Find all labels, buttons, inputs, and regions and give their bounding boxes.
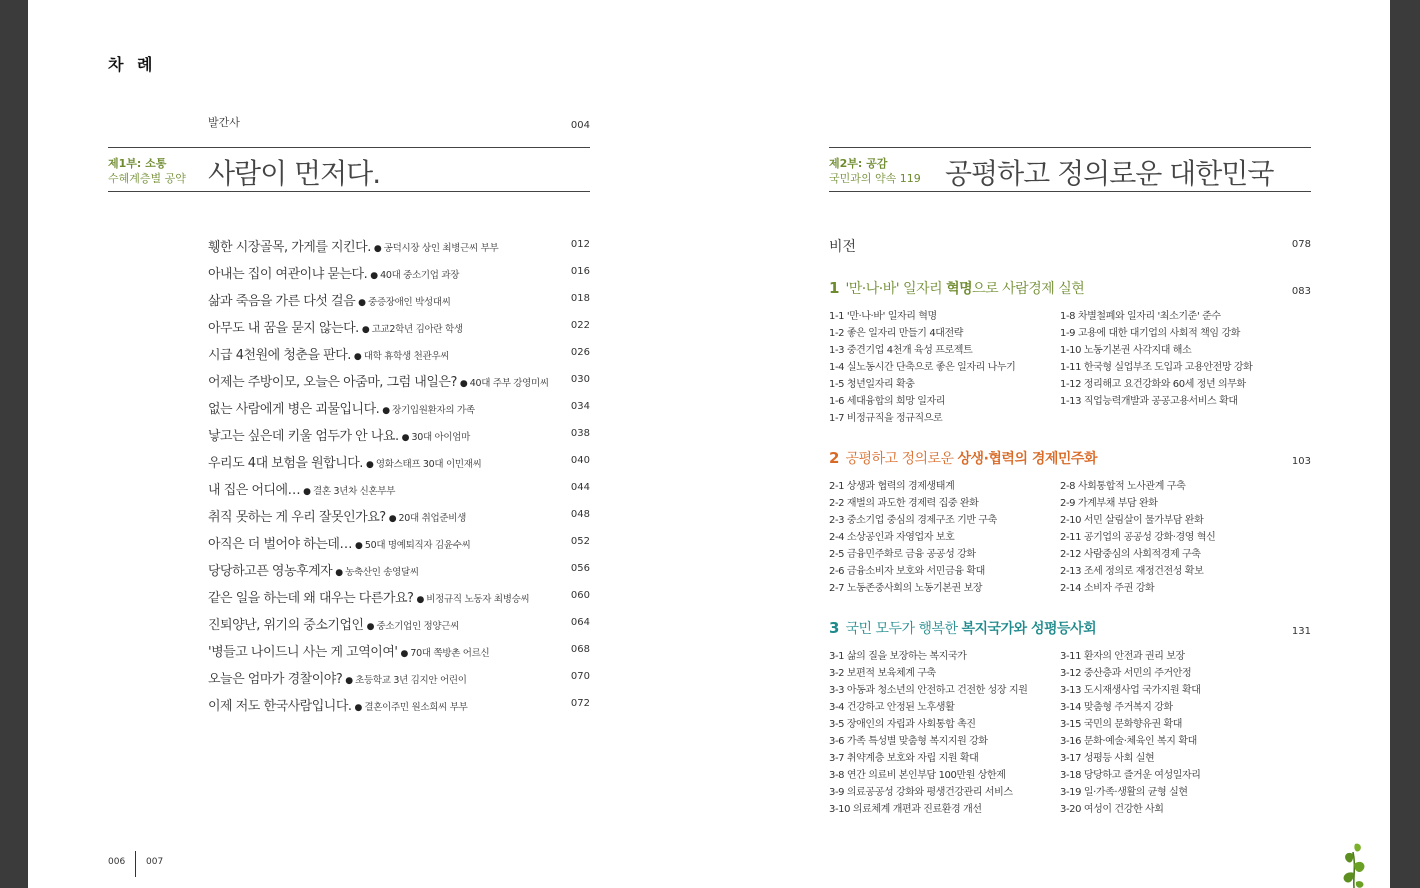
bullet-icon: ● bbox=[358, 298, 367, 308]
toc-item[interactable]: 3-7 취약계층 보호와 자립 지원 확대 bbox=[829, 753, 979, 764]
story-author: 70대 쪽방촌 어르신 bbox=[410, 648, 490, 659]
story-page: 052 bbox=[570, 536, 590, 547]
story-page: 016 bbox=[570, 266, 590, 277]
section-heading[interactable] bbox=[829, 448, 1311, 474]
page-number-divider bbox=[135, 851, 136, 877]
toc-item[interactable]: 3-17 성평등 사회 실현 bbox=[1060, 753, 1155, 764]
story-item[interactable] bbox=[208, 506, 590, 533]
story-item[interactable] bbox=[208, 398, 590, 425]
story-author: 20대 취업준비생 bbox=[398, 513, 467, 524]
toc-item[interactable]: 1-6 세대융합의 희망 일자리 bbox=[829, 396, 946, 407]
toc-item[interactable]: 1-5 청년일자리 확충 bbox=[829, 379, 915, 390]
toc-item[interactable]: 3-14 맞춤형 주거복지 강화 bbox=[1060, 702, 1173, 713]
toc-item[interactable]: 1-3 중견기업 4천개 육성 프로젝트 bbox=[829, 345, 973, 356]
toc-item[interactable]: 2-9 가계부채 부담 완화 bbox=[1060, 498, 1158, 509]
items-column-left bbox=[829, 477, 1059, 596]
toc-item[interactable]: 3-15 국민의 문화향유권 확대 bbox=[1060, 719, 1183, 730]
story-page: 034 bbox=[570, 401, 590, 412]
story-author: 장기입원환자의 가족 bbox=[392, 405, 475, 416]
toc-item[interactable]: 3-2 보편적 보육체계 구축 bbox=[829, 668, 936, 679]
toc-item[interactable]: 1-2 좋은 일자리 만들기 4대전략 bbox=[829, 328, 964, 339]
story-page: 026 bbox=[570, 347, 590, 358]
toc-item[interactable]: 3-1 삶의 질을 보장하는 복지국가 bbox=[829, 651, 967, 662]
toc-item[interactable]: 2-6 금융소비자 보호와 서민금융 확대 bbox=[829, 566, 985, 577]
bullet-icon: ● bbox=[366, 622, 375, 632]
toc-item[interactable]: 3-10 의료체계 개편과 진료환경 개선 bbox=[829, 804, 982, 815]
section-heading[interactable] bbox=[829, 618, 1311, 644]
story-title: 아무도 내 꿈을 묻지 않는다. bbox=[208, 321, 359, 336]
story-item[interactable] bbox=[208, 560, 590, 587]
story-item[interactable] bbox=[208, 317, 590, 344]
story-author: 40대 주부 강영미씨 bbox=[469, 378, 549, 389]
story-item[interactable] bbox=[208, 263, 590, 290]
bullet-icon: ● bbox=[400, 649, 409, 659]
story-page: 040 bbox=[570, 455, 590, 466]
story-page: 030 bbox=[570, 374, 590, 385]
part1-subtitle: 수혜계층별 공약 bbox=[108, 172, 186, 185]
page-number-left: 006 bbox=[108, 857, 126, 867]
story-item[interactable] bbox=[208, 236, 590, 263]
story-title: 시급 4천원에 청춘을 판다. bbox=[208, 348, 351, 363]
story-list bbox=[208, 236, 590, 722]
preface-label: 발간사 bbox=[208, 116, 240, 129]
story-page: 018 bbox=[570, 293, 590, 304]
story-title: 진퇴양난, 위기의 중소기업인 bbox=[208, 618, 364, 633]
section-title-suffix: 으로 사람경제 실현 bbox=[972, 281, 1085, 297]
toc-item[interactable]: 3-16 문화·예술·체육인 복지 확대 bbox=[1060, 736, 1197, 747]
story-page: 044 bbox=[570, 482, 590, 493]
bullet-icon: ● bbox=[416, 595, 425, 605]
bullet-icon: ● bbox=[401, 433, 410, 443]
story-item[interactable] bbox=[208, 641, 590, 668]
story-author: 고교2학년 김아란 학생 bbox=[371, 324, 463, 335]
story-title: 이제 저도 한국사람입니다. bbox=[208, 699, 352, 714]
bullet-icon: ● bbox=[459, 379, 468, 389]
story-author: 초등학교 3년 김지안 어린이 bbox=[355, 675, 467, 686]
story-author: 영화스태프 30대 이민재씨 bbox=[375, 459, 482, 470]
toc-item[interactable]: 2-8 사회통합적 노사관계 구축 bbox=[1060, 481, 1186, 492]
toc-item[interactable]: 1-12 정리해고 요건강화와 60세 정년 의무화 bbox=[1060, 379, 1246, 390]
toc-item[interactable]: 1-9 고용에 대한 대기업의 사회적 책임 강화 bbox=[1060, 328, 1240, 339]
section-1 bbox=[829, 278, 1311, 424]
part2-number: 제2부: 공감 bbox=[829, 157, 888, 170]
story-author: 대학 휴학생 천관우씨 bbox=[363, 351, 450, 362]
section-page: 103 bbox=[1291, 456, 1311, 467]
section-number: 2 bbox=[829, 449, 840, 467]
section-3 bbox=[829, 618, 1311, 815]
section-heading[interactable] bbox=[829, 278, 1311, 304]
section-title-emphasis: 복지국가와 성평등사회 bbox=[961, 621, 1097, 637]
story-title: 내 집은 어디에… bbox=[208, 483, 301, 498]
toc-item[interactable]: 2-3 중소기업 중심의 경제구조 기반 구축 bbox=[829, 515, 997, 526]
section-page: 083 bbox=[1291, 286, 1311, 297]
story-page: 068 bbox=[570, 644, 590, 655]
story-page: 064 bbox=[570, 617, 590, 628]
story-author: 50대 명예퇴직자 김윤수씨 bbox=[364, 540, 471, 551]
story-item[interactable] bbox=[208, 344, 590, 371]
toc-item[interactable]: 3-4 건강하고 안정된 노후생활 bbox=[829, 702, 955, 713]
preface-row[interactable] bbox=[208, 114, 590, 136]
toc-item[interactable]: 1-4 실노동시간 단축으로 좋은 일자리 나누기 bbox=[829, 362, 1016, 373]
story-author: 농축산인 송영달씨 bbox=[345, 567, 419, 578]
toc-item[interactable]: 3-6 가족 특성별 맞춤형 복지지원 강화 bbox=[829, 736, 988, 747]
toc-item[interactable]: 3-19 일·가족·생활의 균형 실현 bbox=[1060, 787, 1188, 798]
toc-item[interactable]: 2-14 소비자 주권 강화 bbox=[1060, 583, 1155, 594]
bullet-icon: ● bbox=[335, 568, 344, 578]
story-page: 012 bbox=[570, 239, 590, 250]
story-title: 우리도 4대 보험을 원합니다. bbox=[208, 456, 363, 471]
story-page: 038 bbox=[570, 428, 590, 439]
section-2 bbox=[829, 448, 1311, 594]
story-author: 결혼이주민 원소희씨 부부 bbox=[364, 702, 468, 713]
story-author: 결혼 3년차 신혼부부 bbox=[312, 486, 396, 497]
bullet-icon: ● bbox=[345, 676, 354, 686]
story-author: 공덕시장 상인 최병근씨 부부 bbox=[383, 243, 499, 254]
page-number-right: 007 bbox=[146, 857, 164, 867]
items-column-right bbox=[1060, 647, 1311, 817]
story-item[interactable] bbox=[208, 668, 590, 695]
part2-title: 공평하고 정의로운 대한민국 bbox=[945, 157, 1274, 190]
toc-item[interactable]: 2-10 서민 살림살이 물가부담 완화 bbox=[1060, 515, 1204, 526]
story-author: 중증장애인 박성대씨 bbox=[368, 297, 451, 308]
toc-item[interactable]: 2-13 조세 정의로 재정건전성 확보 bbox=[1060, 566, 1204, 577]
bullet-icon: ● bbox=[361, 325, 370, 335]
story-author: 40대 중소기업 과장 bbox=[380, 270, 460, 281]
bullet-icon: ● bbox=[353, 352, 362, 362]
part2-subtitle: 국민과의 약속 119 bbox=[829, 172, 921, 185]
vision-row[interactable] bbox=[829, 236, 1311, 256]
story-page: 022 bbox=[570, 320, 590, 331]
story-author: 중소기업인 정양근씨 bbox=[376, 621, 460, 632]
toc-item[interactable]: 1-1 '만·나·바' 일자리 혁명 bbox=[829, 311, 937, 322]
section-title-prefix: '만·나·바' 일자리 bbox=[845, 281, 947, 297]
section-title-prefix: 국민 모두가 행복한 bbox=[845, 621, 962, 637]
bullet-icon: ● bbox=[303, 487, 311, 497]
toc-item[interactable]: 2-2 재벌의 과도한 경제력 집중 완화 bbox=[829, 498, 979, 509]
story-title: 어제는 주방이모, 오늘은 아줌마, 그럼 내일은? bbox=[208, 375, 457, 390]
story-title: 휑한 시장골목, 가게를 지킨다. bbox=[208, 240, 371, 255]
story-title: 오늘은 엄마가 경찰이야? bbox=[208, 672, 343, 687]
story-item[interactable] bbox=[208, 371, 590, 398]
section-number: 3 bbox=[829, 619, 840, 637]
toc-item[interactable]: 3-11 환자의 안전과 권리 보장 bbox=[1060, 651, 1185, 662]
toc-item[interactable]: 1-8 차별철폐와 일자리 '최소기준' 준수 bbox=[1060, 311, 1221, 322]
preface-page: 004 bbox=[570, 120, 590, 131]
toc-item[interactable]: 1-13 직업능력개발과 공공고용서비스 확대 bbox=[1060, 396, 1238, 407]
vision-label: 비전 bbox=[829, 239, 857, 255]
toc-item[interactable]: 2-4 소상공인과 자영업자 보호 bbox=[829, 532, 955, 543]
toc-item[interactable]: 1-11 한국형 실업부조 도입과 고용안전망 강화 bbox=[1060, 362, 1253, 373]
toc-item[interactable]: 3-13 도시재생사업 국가지원 확대 bbox=[1060, 685, 1201, 696]
story-item[interactable] bbox=[208, 695, 590, 722]
story-item[interactable] bbox=[208, 425, 590, 452]
toc-item[interactable]: 2-11 공기업의 공공성 강화·경영 혁신 bbox=[1060, 532, 1216, 543]
story-page: 048 bbox=[570, 509, 590, 520]
items-column-left bbox=[829, 307, 1059, 426]
story-page: 070 bbox=[570, 671, 590, 682]
story-page: 072 bbox=[570, 698, 590, 709]
toc-item[interactable]: 3-18 당당하고 즐거운 여성일자리 bbox=[1060, 770, 1201, 781]
items-column-right bbox=[1060, 477, 1311, 596]
story-page: 056 bbox=[570, 563, 590, 574]
part1-title: 사람이 먼저다. bbox=[208, 157, 381, 190]
items-column-left bbox=[829, 647, 1059, 817]
toc-item[interactable]: 3-9 의료공공성 강화와 평생건강관리 서비스 bbox=[829, 787, 1013, 798]
story-item[interactable] bbox=[208, 479, 590, 506]
story-title: 취직 못하는 게 우리 잘못인가요? bbox=[208, 510, 386, 525]
toc-item[interactable]: 3-8 연간 의료비 본인부담 100만원 상한제 bbox=[829, 770, 1006, 781]
toc-item[interactable]: 3-12 중산층과 서민의 주거안정 bbox=[1060, 668, 1192, 679]
story-title: 아직은 더 벌어야 하는데… bbox=[208, 537, 352, 552]
bullet-icon: ● bbox=[373, 244, 382, 254]
vision-page: 078 bbox=[1291, 239, 1311, 250]
story-page: 060 bbox=[570, 590, 590, 601]
toc-item[interactable]: 1-10 노동기본권 사각지대 해소 bbox=[1060, 345, 1192, 356]
toc-item[interactable]: 1-7 비정규직을 정규직으로 bbox=[829, 413, 943, 424]
story-item[interactable] bbox=[208, 614, 590, 641]
bullet-icon: ● bbox=[388, 514, 397, 524]
book-spread bbox=[28, 0, 1390, 888]
bullet-icon: ● bbox=[382, 406, 391, 416]
section-title-emphasis: 상생·협력의 경제민주화 bbox=[957, 451, 1097, 467]
items-column-right bbox=[1060, 307, 1311, 409]
section-title-emphasis: 혁명 bbox=[946, 281, 973, 297]
bullet-icon: ● bbox=[365, 460, 374, 470]
story-title: 아내는 집이 여관이냐 묻는다. bbox=[208, 267, 368, 282]
toc-title: 차 례 bbox=[108, 55, 157, 74]
section-number: 1 bbox=[829, 279, 840, 297]
toc-item[interactable]: 2-5 금융민주화로 금융 공공성 강화 bbox=[829, 549, 976, 560]
story-item[interactable] bbox=[208, 587, 590, 614]
story-author: 30대 아이엄마 bbox=[411, 432, 471, 443]
toc-item[interactable]: 3-5 장애인의 자립과 사회통합 촉진 bbox=[829, 719, 976, 730]
story-item[interactable] bbox=[208, 290, 590, 317]
story-title: 같은 일을 하는데 왜 대우는 다른가요? bbox=[208, 591, 414, 606]
bullet-icon: ● bbox=[354, 541, 363, 551]
story-title: '병들고 나이드니 사는 게 고역이여' bbox=[208, 645, 398, 660]
story-item[interactable] bbox=[208, 452, 590, 479]
story-item[interactable] bbox=[208, 533, 590, 560]
toc-item[interactable]: 3-3 아동과 청소년의 안전하고 건전한 성장 지원 bbox=[829, 685, 1028, 696]
part1-header bbox=[108, 147, 590, 192]
bullet-icon: ● bbox=[354, 703, 363, 713]
story-title: 삶과 죽음을 가른 다섯 걸음 bbox=[208, 294, 356, 309]
story-title: 당당하고픈 영농후계자 bbox=[208, 564, 333, 579]
section-title-prefix: 공평하고 정의로운 bbox=[845, 451, 958, 467]
toc-item[interactable]: 2-7 노동존중사회의 노동기본권 보장 bbox=[829, 583, 983, 594]
toc-item[interactable]: 2-1 상생과 협력의 경제생태계 bbox=[829, 481, 955, 492]
part1-number: 제1부: 소통 bbox=[108, 157, 167, 170]
bullet-icon: ● bbox=[370, 271, 379, 281]
story-title: 없는 사람에게 병은 괴물입니다. bbox=[208, 402, 380, 417]
toc-item[interactable]: 3-20 여성이 건강한 사회 bbox=[1060, 804, 1164, 815]
part2-header bbox=[829, 147, 1311, 192]
story-author: 비정규직 노동자 최병승씨 bbox=[426, 594, 530, 605]
ivy-leaf-icon bbox=[1336, 842, 1370, 888]
toc-item[interactable]: 2-12 사람중심의 사회적경제 구축 bbox=[1060, 549, 1201, 560]
story-title: 낳고는 싶은데 키울 엄두가 안 나요. bbox=[208, 429, 399, 444]
section-page: 131 bbox=[1291, 626, 1311, 637]
